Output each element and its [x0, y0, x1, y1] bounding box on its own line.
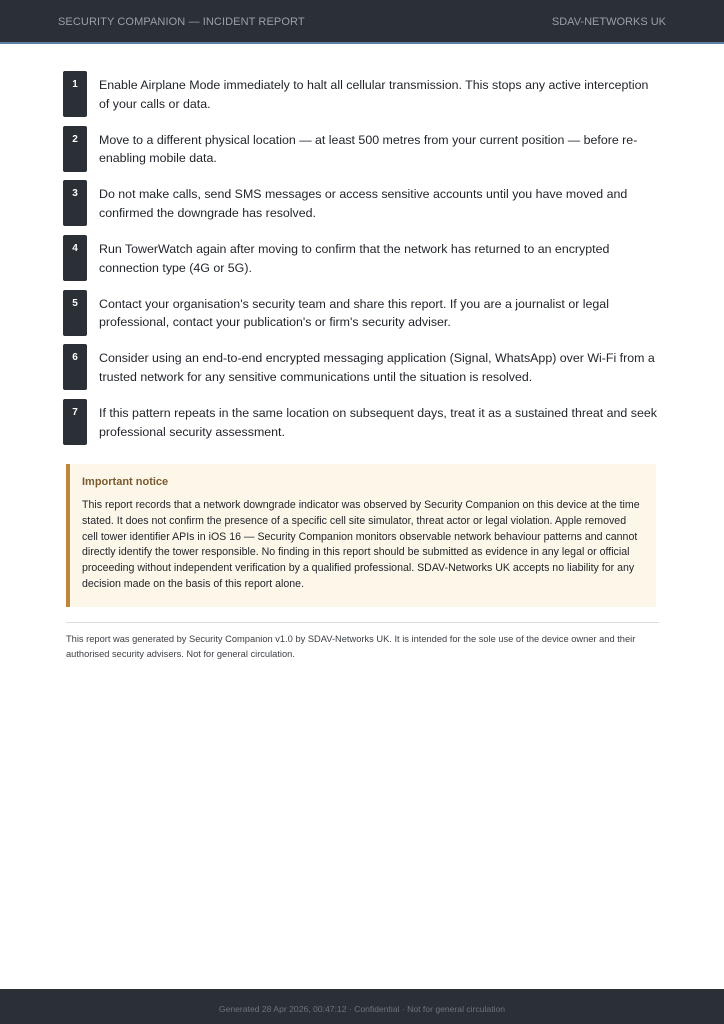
step-number-badge: 3 — [63, 180, 87, 226]
step-item-6 — [63, 344, 663, 390]
generation-metadata: Generated 28 Apr 2026, 00:47:12 · Confidential · Not for general circulation — [218, 1004, 506, 1014]
recommended-steps-list — [63, 71, 663, 454]
notice-body: This report records that a network downgrade indicator was observed by Security Companion on this device at the time stated. It does not confirm the presence of a specific cell site simulator, threat actor or legal violation. Apple removed cell tower identifier APIs in iOS 16 — Security Companion monitors observable network behaviour patterns and cannot directly identify the tower responsible. No finding in this report should be submitted as evidence in any legal or official proceeding without independent verification by a qualified professional. SDAV-Networks UK accepts no liability for any decision made on the basis of this report alone. — [82, 499, 640, 590]
step-item-4 — [63, 235, 663, 281]
step-text: Do not make calls, send SMS messages or access sensitive accounts until you have moved and confirmed the downgrade has resolved. — [99, 187, 628, 220]
step-number-badge: 2 — [63, 126, 87, 172]
step-number-badge: 7 — [63, 399, 87, 445]
step-item-7 — [63, 399, 663, 445]
step-text: Consider using an end-to-end encrypted messaging application (Signal, WhatsApp) over Wi-Fi from a trusted network for any sensitive communications until the situation is resolved. — [99, 351, 655, 384]
company-name: SDAV-NETWORKS UK — [551, 16, 666, 28]
step-item-2 — [63, 126, 663, 172]
step-item-5 — [63, 290, 663, 336]
section-divider — [66, 622, 659, 623]
report-footer-bar — [0, 989, 724, 1024]
step-text: Contact your organisation's security team and share this report. If you are a journalist or legal professional, contact your publication's or firm's security adviser. — [99, 296, 609, 330]
step-number-badge: 6 — [63, 344, 87, 390]
step-number-badge: 4 — [63, 235, 87, 281]
step-number-badge: 5 — [63, 290, 87, 336]
notice-title: Important notice — [82, 476, 169, 488]
important-notice-box — [66, 464, 656, 607]
step-text: If this pattern repeats in the same location on subsequent days, treat it as a sustained threat and seek professional security assessment. — [99, 406, 657, 439]
step-text: Run TowerWatch again after moving to confirm that the network has returned to an encrypted connection type (4G or 5G). — [99, 242, 610, 275]
step-item-3 — [63, 180, 663, 226]
report-header-bar — [0, 0, 724, 44]
step-item-1 — [63, 71, 663, 117]
step-text: Enable Airplane Mode immediately to halt all cellular transmission. This stops any active interception of your calls or data. — [99, 78, 649, 111]
step-number-badge: 1 — [63, 71, 87, 117]
report-brand-title: SECURITY COMPANION — INCIDENT REPORT — [58, 16, 305, 28]
report-footnote: This report was generated by Security Companion v1.0 by SDAV-Networks UK. It is intended for the sole use of the device owner and their authorised security advisers. Not for general circulation. — [66, 634, 636, 659]
step-text: Move to a different physical location — at least 500 metres from your current position — before re-enabling mobile data. — [99, 132, 638, 166]
